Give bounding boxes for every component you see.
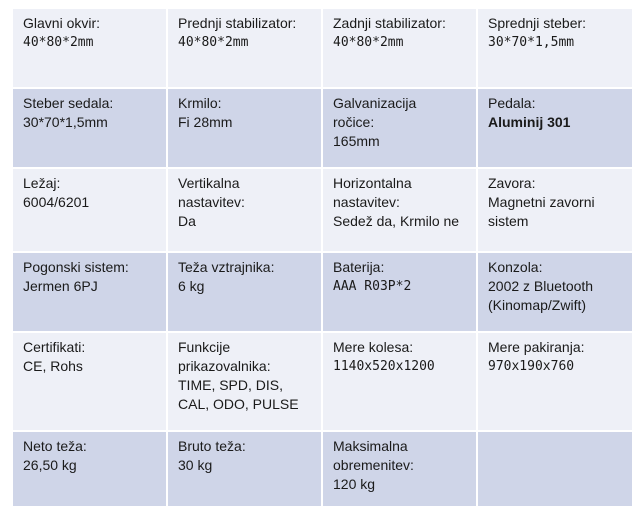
spec-label: Mere kolesa: xyxy=(333,339,414,355)
spec-value: Magnetni zavorni sistem xyxy=(488,194,595,229)
spec-cell-empty xyxy=(477,431,633,507)
spec-cell-display-functions xyxy=(167,332,322,431)
spec-cell-net-weight xyxy=(12,431,167,507)
spec-value: 30*70*1,5mm xyxy=(23,114,108,130)
spec-label: Prednji stabilizator: xyxy=(178,15,297,31)
spec-label: Certifikati: xyxy=(23,339,86,355)
spec-cell-console xyxy=(477,252,633,332)
spec-cell-drive-system xyxy=(12,252,167,332)
spec-value: TIME, SPD, DIS, CAL, ODO, PULSE xyxy=(178,377,299,412)
spec-label: Baterija: xyxy=(333,259,385,275)
spec-label: Zadnji stabilizator: xyxy=(333,15,446,31)
spec-label: Ležaj: xyxy=(23,175,61,191)
spec-cell-front-post xyxy=(477,8,633,88)
spec-row xyxy=(12,252,633,332)
spec-value: 120 kg xyxy=(333,476,376,492)
spec-cell-crank-galvanization xyxy=(322,88,477,168)
spec-value: Aluminij 301 xyxy=(488,114,571,130)
spec-value: CE, Rohs xyxy=(23,358,83,374)
spec-label: Horizontalna nastavitev: xyxy=(333,175,412,210)
spec-label: Vertikalna nastavitev: xyxy=(178,175,245,210)
spec-cell-battery xyxy=(322,252,477,332)
spec-cell-flywheel-weight xyxy=(167,252,322,332)
spec-label: Zavora: xyxy=(488,175,536,191)
spec-value: Fi 28mm xyxy=(178,114,233,130)
spec-label: Neto teža: xyxy=(23,438,87,454)
spec-value: 2002 z Bluetooth (Kinomap/Zwift) xyxy=(488,278,594,313)
spec-cell-gross-weight xyxy=(167,431,322,507)
spec-row xyxy=(12,8,633,88)
spec-value: AAA R03P*2 xyxy=(333,279,412,294)
spec-value: Jermen 6PJ xyxy=(23,278,98,294)
spec-value: 40*80*2mm xyxy=(333,35,404,50)
spec-cell-main-frame xyxy=(12,8,167,88)
spec-label: Teža vztrajnika: xyxy=(178,259,275,275)
spec-label: Maksimalna obremenitev: xyxy=(333,438,414,473)
spec-value: 30*70*1,5mm xyxy=(488,35,575,50)
spec-value: 40*80*2mm xyxy=(178,35,249,50)
spec-value: Da xyxy=(178,213,196,229)
spec-label: Sprednji steber: xyxy=(488,15,587,31)
spec-cell-brake xyxy=(477,168,633,252)
spec-cell-front-stabilizer xyxy=(167,8,322,88)
spec-row xyxy=(12,332,633,431)
spec-cell-vertical-adjustment xyxy=(167,168,322,252)
spec-label: Mere pakiranja: xyxy=(488,339,585,355)
spec-cell-rear-stabilizer xyxy=(322,8,477,88)
spec-value: 1140x520x1200 xyxy=(333,359,435,374)
spec-cell-bearing xyxy=(12,168,167,252)
spec-cell-handlebar xyxy=(167,88,322,168)
spec-value: 30 kg xyxy=(178,457,213,473)
spec-label: Krmilo: xyxy=(178,95,222,111)
spec-value: 26,50 kg xyxy=(23,457,77,473)
spec-value: 6 kg xyxy=(178,278,205,294)
spec-value: 165mm xyxy=(333,133,380,149)
spec-row xyxy=(12,168,633,252)
spec-value: 6004/6201 xyxy=(23,194,90,210)
spec-label: Bruto teža: xyxy=(178,438,246,454)
spec-cell-seat-post xyxy=(12,88,167,168)
spec-cell-horizontal-adjustment xyxy=(322,168,477,252)
spec-label: Konzola: xyxy=(488,259,543,275)
spec-cell-max-load xyxy=(322,431,477,507)
spec-value: Sedež da, Krmilo ne xyxy=(333,213,460,229)
spec-row xyxy=(12,88,633,168)
spec-label: Pedala: xyxy=(488,95,536,111)
spec-row xyxy=(12,431,633,507)
spec-label: Glavni okvir: xyxy=(23,15,101,31)
spec-cell-pedals xyxy=(477,88,633,168)
specifications-table xyxy=(11,7,634,508)
spec-label: Steber sedala: xyxy=(23,95,114,111)
spec-label: Funkcije prikazovalnika: xyxy=(178,339,271,374)
spec-cell-bike-dimensions xyxy=(322,332,477,431)
spec-label: Pogonski sistem: xyxy=(23,259,129,275)
spec-cell-certificates xyxy=(12,332,167,431)
spec-label: Galvanizacija ročice: xyxy=(333,95,417,130)
spec-value: 40*80*2mm xyxy=(23,35,94,50)
spec-value: 970x190x760 xyxy=(488,359,575,374)
spec-cell-package-dimensions xyxy=(477,332,633,431)
